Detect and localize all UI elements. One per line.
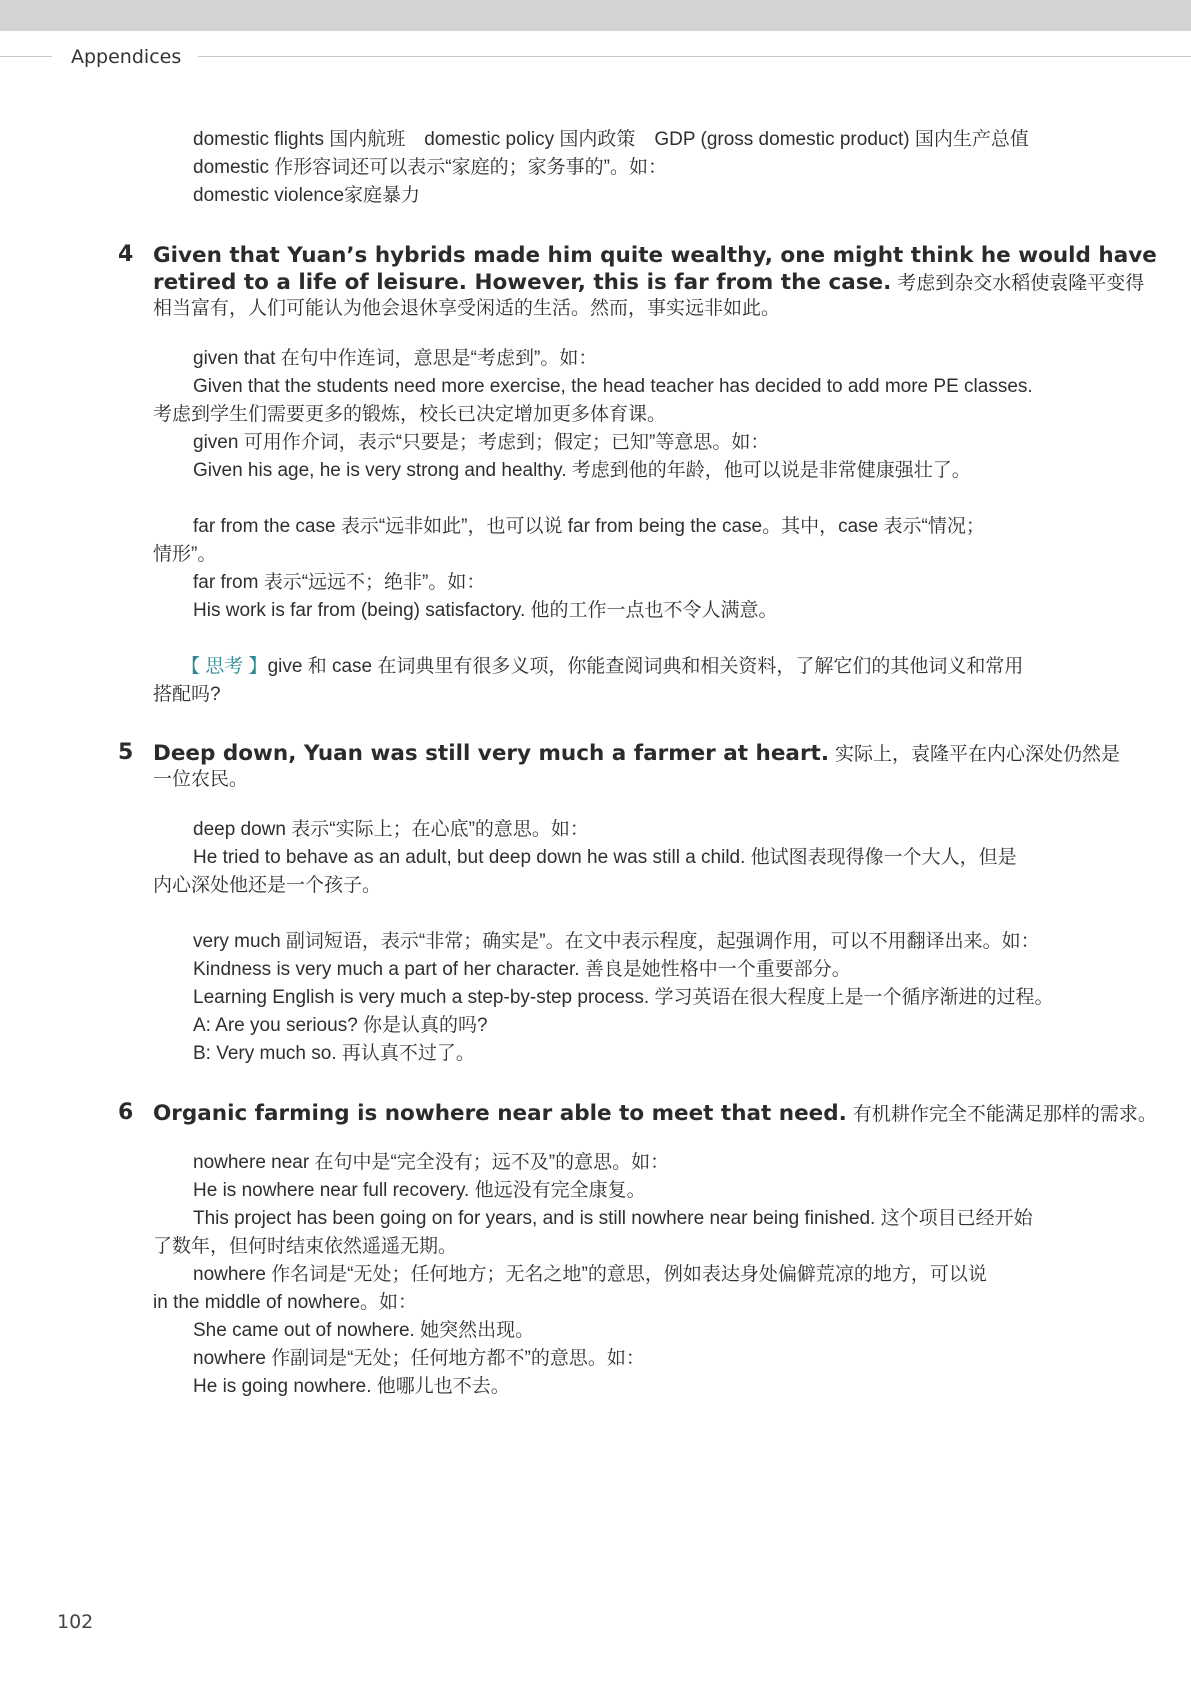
page-number: 102 (57, 1611, 94, 1633)
text-line: far from 表示“远远不；绝非”。如： (193, 572, 486, 593)
text-line: 情形”。 (153, 544, 217, 565)
text-line: nowhere 作副词是“无处；任何地方都不”的意思。如： (193, 1348, 645, 1369)
heading-en: Deep down, Yuan was still very much a farmer at heart. (153, 741, 829, 766)
item-number: 6 (118, 1100, 134, 1125)
heading-zh: 实际上，袁隆平在内心深处仍然是 (829, 743, 1121, 765)
text-line: nowhere near 在句中是“完全没有；远不及”的意思。如： (193, 1152, 670, 1173)
item-heading (153, 1100, 1157, 1128)
text-line: in the middle of nowhere。如： (153, 1292, 418, 1313)
running-header: Appendices (71, 46, 182, 68)
item-heading (153, 269, 1144, 297)
text-line: 搭配吗? (153, 684, 221, 705)
heading-en: Organic farming is nowhere near able to meet that need. (153, 1101, 847, 1126)
text-line: domestic flights 国内航班 domestic policy 国内政策 GDP (gross domestic product) 国内生产总值 (193, 129, 1029, 150)
header-rule-right (198, 56, 1191, 57)
heading-zh: 有机耕作完全不能满足那样的需求。 (846, 1103, 1157, 1125)
item-heading-translation: 一位农民。 (153, 769, 249, 790)
heading-en: retired to a life of leisure. However, this is far from the case. (153, 270, 892, 295)
heading-zh: 考虑到杂交水稻使袁隆平变得 (891, 272, 1145, 294)
think-tag: 【 思考 】 (181, 656, 268, 677)
item-heading: Given that Yuan’s hybrids made him quite wealthy, one might think he would have (153, 243, 1157, 268)
text-line: 内心深处他还是一个孩子。 (153, 875, 382, 896)
text-line: He is going nowhere. 他哪儿也不去。 (193, 1376, 510, 1397)
text-line: deep down 表示“实际上；在心底”的意思。如： (193, 819, 589, 840)
text-line: nowhere 作名词是“无处；任何地方；无名之地”的意思，例如表达身处偏僻荒凉的地方，可以说 (193, 1264, 987, 1285)
text-line: B: Very much so. 再认真不过了。 (193, 1043, 475, 1064)
text-line: Given his age, he is very strong and healthy. 考虑到他的年龄，他可以说是非常健康强壮了。 (193, 460, 971, 481)
text-line: domestic 作形容词还可以表示“家庭的；家务事的”。如： (193, 157, 667, 178)
text-line: 了数年，但何时结束依然遥遥无期。 (153, 1236, 458, 1257)
text-line: He is nowhere near full recovery. 他远没有完全康复。 (193, 1180, 646, 1201)
text-line: This project has been going on for years, and is still nowhere near being finished. 这个项目已经开始 (193, 1208, 1033, 1229)
text-line: 考虑到学生们需要更多的锻炼，校长已决定增加更多体育课。 (153, 404, 667, 425)
think-line (181, 653, 1023, 681)
item-number: 5 (118, 740, 134, 765)
text-line: given 可用作介词，表示“只要是；考虑到；假定；已知”等意思。如： (193, 432, 770, 453)
text-line: Learning English is very much a step-by-step process. 学习英语在很大程度上是一个循序渐进的过程。 (193, 987, 1054, 1008)
text-line: Kindness is very much a part of her character. 善良是她性格中一个重要部分。 (193, 959, 851, 980)
header-rule-left (0, 56, 52, 57)
text-line: very much 副词短语，表示“非常；确实是”。在文中表示程度，起强调作用，可以不用翻译出来。如： (193, 931, 1040, 952)
text-line: His work is far from (being) satisfactory. 他的工作一点也不令人满意。 (193, 600, 778, 621)
text-line: A: Are you serious? 你是认真的吗? (193, 1015, 488, 1036)
text-line: He tried to behave as an adult, but deep down he was still a child. 他试图表现得像一个大人，但是 (193, 847, 1017, 868)
item-heading (153, 740, 1120, 768)
text-line: She came out of nowhere. 她突然出现。 (193, 1320, 535, 1341)
item-heading-translation: 相当富有，人们可能认为他会退休享受闲适的生活。然而，事实远非如此。 (153, 298, 781, 319)
text-line: Given that the students need more exercise, the head teacher has decided to add more PE classes. (193, 376, 1033, 397)
text-line: far from the case 表示“远非如此”，也可以说 far from being the case。其中，case 表示“情况； (193, 516, 985, 537)
text-line: given that 在句中作连词，意思是“考虑到”。如： (193, 348, 598, 369)
text-line: domestic violence家庭暴力 (193, 185, 421, 206)
top-gray-bar (0, 0, 1191, 31)
item-number: 4 (118, 242, 134, 267)
think-text: give 和 case 在词典里有很多义项，你能查阅词典和相关资料，了解它们的其他词义和常用 (267, 656, 1024, 677)
